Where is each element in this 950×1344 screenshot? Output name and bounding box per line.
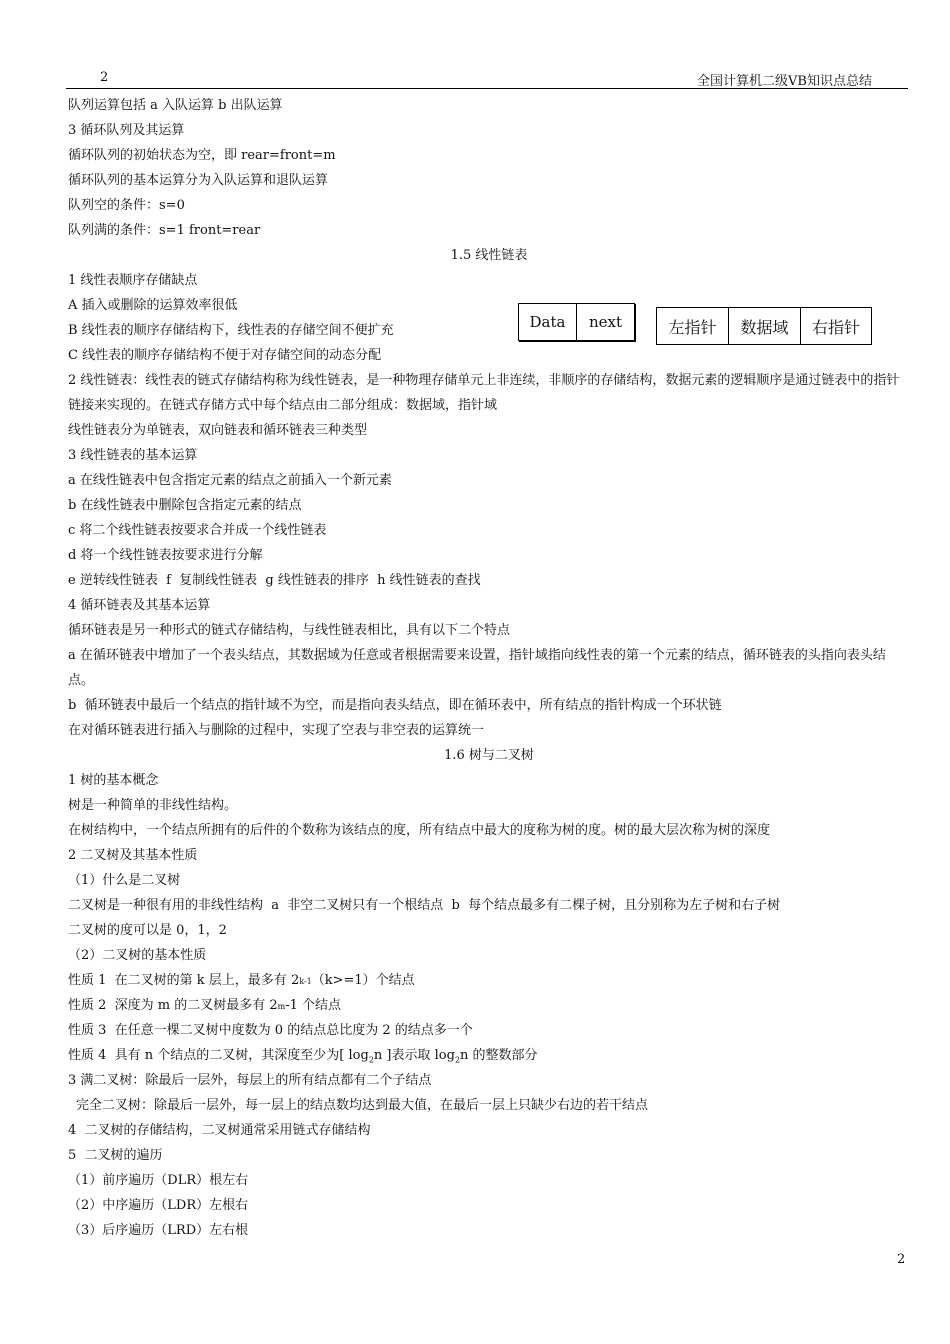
property-1-exponent: k-1 — [299, 977, 312, 986]
section-heading: 5 二叉树的遍历 — [68, 1148, 163, 1163]
property-3: 性质 3 在任意一棵二叉树中度数为 0 的结点总比度为 2 的结点多一个 — [68, 1023, 473, 1038]
property-1-text-end: （k>=1）个结点 — [311, 973, 415, 988]
text-line: 在对循环链表进行插入与删除的过程中，实现了空表与非空表的运算统一 — [68, 723, 485, 738]
property-4-text-end: n 的整数部分 — [460, 1048, 538, 1063]
text-line: A 插入或删除的运算效率很低 — [68, 298, 238, 313]
property-4-text: 性质 4 具有 n 个结点的二叉树，其深度至少为[ log — [68, 1048, 369, 1063]
text-line: 循环链表是另一种形式的链式存储结构，与线性链表相比，具有以下二个特点 — [68, 623, 511, 638]
text-line: b 循环链表中最后一个结点的指针域不为空，而是指向表头结点，即在循环表中，所有结点的指针构成一个环状链 — [68, 698, 722, 713]
text-line: b 在线性链表中删除包含指定元素的结点 — [68, 498, 302, 513]
text-line: d 将一个线性链表按要求进行分解 — [68, 548, 263, 563]
text-line: 循环队列的初始状态为空，即 rear=front=m — [68, 148, 336, 163]
text-line: （1）什么是二叉树 — [68, 873, 181, 888]
doubly-linked-node-diagram — [656, 307, 872, 345]
section-heading: 4 循环链表及其基本运算 — [68, 598, 211, 613]
text-line: a 在线性链表中包含指定元素的结点之前插入一个新元素 — [68, 473, 392, 488]
property-2-text: 性质 2 深度为 m 的二叉树最多有 2 — [68, 998, 278, 1013]
text-line: c 将二个线性链表按要求合并成一个线性链表 — [68, 523, 327, 538]
text-line: C 线性表的顺序存储结构不便于对存储空间的动态分配 — [68, 348, 382, 363]
text-line: 队列运算包括 a 入队运算 b 出队运算 — [68, 98, 283, 113]
property-4-sub: 2 — [368, 1055, 374, 1065]
right-pointer-cell: 右指针 — [811, 317, 860, 337]
text-line: 3 满二叉树：除最后一层外，每层上的所有结点都有二个子结点 — [68, 1073, 432, 1088]
page-header — [66, 70, 908, 89]
header-page-number: 2 — [100, 70, 109, 85]
singly-linked-node-diagram — [518, 303, 635, 341]
text-line: 在树结构中，一个结点所拥有的后件的个数称为该结点的度，所有结点中最大的度称为树的度。树的最大层次称为树的深度 — [68, 823, 771, 838]
text-line: 二叉树是一种很有用的非线性结构 a 非空二叉树只有一个根结点 b 每个结点最多有二棵子树，且分别称为左子树和右子树 — [68, 898, 781, 913]
property-4 — [68, 1043, 910, 1068]
text-line: 二叉树的度可以是 0，1，2 — [68, 923, 227, 938]
chapter-heading-linked-list: 1.5 线性链表 — [450, 248, 528, 263]
text-line: 树是一种简单的非线性结构。 — [68, 798, 238, 813]
property-1-text: 性质 1 在二叉树的第 k 层上，最多有 2 — [68, 973, 300, 988]
data-field-cell: 数据域 — [729, 308, 801, 344]
left-pointer-cell: 左指针 — [657, 308, 729, 344]
property-2 — [68, 993, 910, 1018]
footer-page-number: 2 — [897, 1252, 906, 1267]
text-line: 完全二叉树：除最后一层外，每一层上的结点数均达到最大值，在最后一层上只缺少右边的若干结点 — [76, 1098, 649, 1113]
text-line: （2）二叉树的基本性质 — [68, 948, 207, 963]
text-line: 循环队列的基本运算分为入队运算和退队运算 — [68, 173, 329, 188]
property-2-exponent: m — [277, 1002, 286, 1011]
section-heading: 1 线性表顺序存储缺点 — [68, 273, 198, 288]
section-heading: 3 线性链表的基本运算 — [68, 448, 198, 463]
paragraph: a 在循环链表中增加了一个表头结点，其数据域为任意或者根据需要来设置，指针域指向线性表的第一个元素的结点，循环链表的头指向表头结点。 — [68, 648, 886, 688]
text-line: 队列空的条件：s=0 — [68, 198, 185, 213]
property-4-sub: 2 — [454, 1055, 461, 1065]
text-line: 队列满的条件：s=1 front=rear — [68, 223, 261, 238]
data-field-cell: Data — [519, 304, 577, 340]
document-body — [68, 93, 910, 1243]
section-heading: 1 树的基本概念 — [68, 773, 159, 788]
next-field-cell: next — [588, 313, 623, 331]
paragraph: 2 线性链表：线性表的链式存储结构称为线性链表，是一种物理存储单元上非连续，非顺序的存储结构，数据元素的逻辑顺序是通过链表中的指针链接来实现的。在链式存储方式中每个结点由二部分组成：数据域，指针域 — [68, 373, 900, 413]
property-4-text-mid: n ]表示取 log — [373, 1048, 455, 1063]
text-line: 4 二叉树的存储结构，二叉树通常采用链式存储结构 — [68, 1123, 371, 1138]
text-line: （1）前序遍历（DLR）根左右 — [68, 1173, 249, 1188]
property-2-text-end: -1 个结点 — [285, 998, 342, 1013]
text-line: B 线性表的顺序存储结构下，线性表的存储空间不便扩充 — [68, 323, 394, 338]
text-line: e 逆转线性链表 f 复制线性链表 g 线性链表的排序 h 线性链表的查找 — [68, 573, 481, 588]
text-line: （2）中序遍历（LDR）左根右 — [68, 1198, 249, 1213]
chapter-heading-trees: 1.6 树与二叉树 — [444, 748, 534, 763]
section-heading: 2 二叉树及其基本性质 — [68, 848, 198, 863]
section-heading: 3 循环队列及其运算 — [68, 123, 185, 138]
header-title: 全国计算机二级VB知识点总结 — [697, 74, 872, 89]
text-line: （3）后序遍历（LRD）左右根 — [68, 1223, 249, 1238]
text-line: 线性链表分为单链表，双向链表和循环链表三种类型 — [68, 423, 368, 438]
property-1 — [68, 968, 910, 993]
